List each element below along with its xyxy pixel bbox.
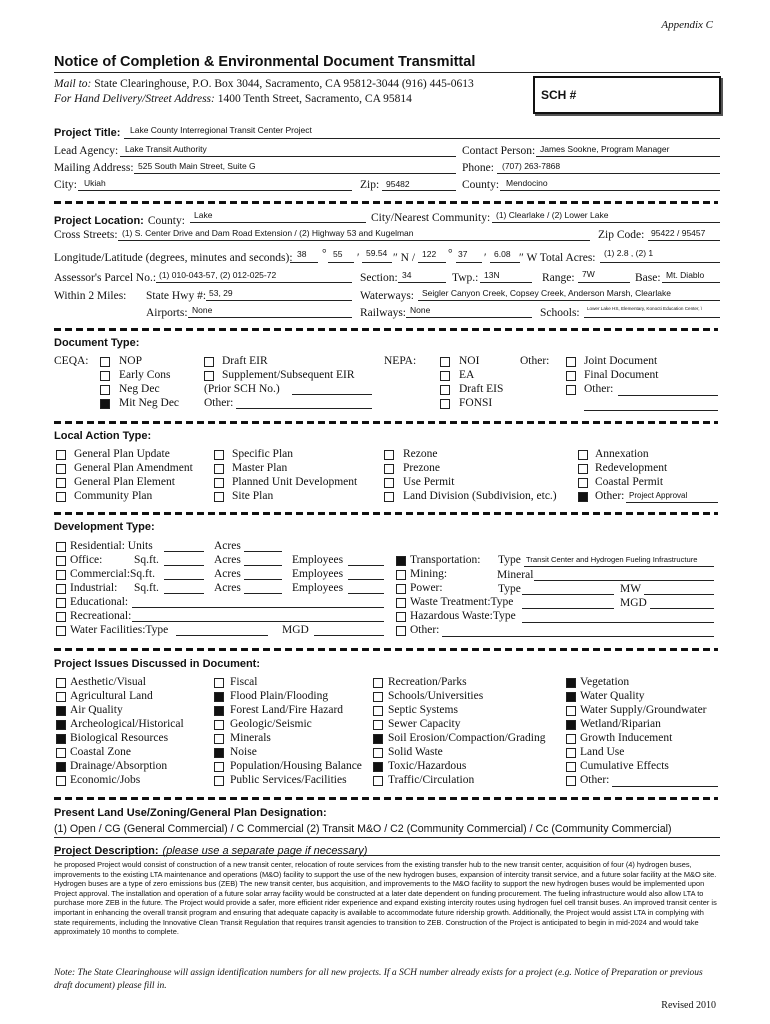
recreational-checkbox[interactable] [56,612,66,622]
city-value[interactable]: Ukiah [84,178,106,188]
doc-other-label: Other: [520,355,550,367]
range-value[interactable]: 7W [582,269,595,279]
section-divider [54,201,718,204]
mining-checkbox[interactable] [396,570,406,580]
minerals-checkbox[interactable] [214,734,224,744]
draft-eir-checkbox[interactable] [204,357,214,367]
mineral-label: Mineral [497,569,534,581]
water-quality-label: Water Quality [580,690,645,702]
economic-jobs-label: Economic/Jobs [70,774,141,786]
cumulative-effects-label: Cumulative Effects [580,760,669,772]
redevelopment-label: Redevelopment [595,462,668,474]
soil-erosion-compaction-grading-checkbox[interactable] [373,734,383,744]
acres-label-2: Acres [214,582,241,594]
section-label: Section: [360,272,398,284]
biological-resources-label: Biological Resources [70,732,169,744]
draft-eis-label: Draft EIS [459,383,504,395]
prezone-checkbox[interactable] [384,464,394,474]
other-label: Other: [410,624,440,636]
land-use-checkbox[interactable] [566,748,576,758]
coastal-zone-label: Coastal Zone [70,746,131,758]
lat-deg-value[interactable]: 38 [297,249,307,259]
power-label: Power: [410,582,443,594]
power-checkbox[interactable] [396,584,406,594]
archeological-historical-checkbox[interactable] [56,720,66,730]
noi-checkbox[interactable] [440,357,450,367]
transportation-checkbox[interactable] [396,556,406,566]
sewer-capacity-checkbox[interactable] [373,720,383,730]
other-label: Other: [595,490,625,502]
fonsi-label: FONSI [459,397,493,409]
lead-agency-label: Lead Agency: [54,145,119,157]
industrial-label: Industrial: [70,582,118,594]
air-quality-checkbox[interactable] [56,706,66,716]
other-label: Other: [584,383,614,395]
geologic-seismic-label: Geologic/Seismic [230,718,312,730]
mailing-label: Mailing Address: [54,162,134,174]
general-plan-element-checkbox[interactable] [56,478,66,488]
mit-neg-dec-checkbox[interactable] [100,399,110,409]
schools-universities-label: Schools/Universities [388,690,484,702]
wetland-riparian-checkbox[interactable] [566,720,576,730]
project-title-value[interactable]: Lake County Interregional Transit Center Project [130,125,312,135]
water-supply-groundwater-checkbox[interactable] [566,706,576,716]
site-plan-label: Site Plan [232,490,274,502]
water-facilities-type-checkbox[interactable] [56,626,66,636]
recreation-parks-label: Recreation/Parks [388,676,467,688]
use-permit-label: Use Permit [403,476,455,488]
lat-min-value[interactable]: 55 [333,249,343,259]
biological-resources-checkbox[interactable] [56,734,66,744]
ceqa-label: CEQA: [54,355,89,367]
hand-delivery-line: For Hand Delivery/Street Address: 1400 Tenth Street, Sacramento, CA 95814 [54,93,412,105]
growth-inducement-label: Growth Inducement [580,732,673,744]
use-permit-checkbox[interactable] [384,478,394,488]
noise-label: Noise [230,746,257,758]
redevelopment-checkbox[interactable] [578,464,588,474]
final-document-label: Final Document [584,369,659,381]
footer-note: Note: The State Clearinghouse will assign identification numbers for all new projects. If a SCH number already exists for a project (e.g. Notice of Preparation or previous draft document) please fill in. [54,968,703,991]
fiscal-checkbox[interactable] [214,678,224,688]
apn-value[interactable]: (1) 010-043-57, (2) 012-025-72 [159,270,277,280]
sewer-capacity-label: Sewer Capacity [388,718,461,730]
description-header: Project Description: (please use a separate page if necessary) [54,845,368,857]
section-divider [54,648,718,651]
section-value[interactable]: 34 [402,270,412,280]
description-text[interactable]: he proposed Project would consist of construction of a new transit center, relocation of route services from the existing transfer hub to the new transit center, acquisition of four (4) hydrogen buses, improvements to the existing LTA maintenance and operations (M&O) facility to support the use of the new hydrogen buses, expansion of intercity transit service, and a future solar facility at the M&O site. Hydrogen buses are a type of zero emissions bus (ZEB) The new transit center, bus acquisition, and improvements to the M&O facility to support the new hydrogen buses would be implemented upon Project approval. The installation and operation of a future solar array facility would be constructed at a later date dependent on funding procurement. The fueling infrastructure would also allow LTA to purchase more ZEB in the future. The Project would provide a safer, more efficient rider experience and expand existing intercity routes using hydrogen fuel cell transit buses. An improved transit center is important in enhancing the overall transit program and ensuring that adequate capacity is available to accommodate future ridership growth. Additionally, the Project would assist LTA in complying with state requirements, including the Innovative Clean Transit Regulation that requires transit agencies to transition to ZEB. Construction of the Project is anticipated to begin in mid-2024 and would take approximately 10 months to complete. [54,860,717,937]
phone-label: Phone: [462,162,494,174]
general-plan-element-label: General Plan Element [74,476,175,488]
traffic-circulation-label: Traffic/Circulation [388,774,475,786]
flood-plain-flooding-label: Flood Plain/Flooding [230,690,329,702]
nop-checkbox[interactable] [100,357,110,367]
cross-streets-value[interactable]: (1) S. Center Drive and Dam Road Extension / (2) Highway 53 and Kugelman [122,228,414,238]
within-2-miles-label: Within 2 Miles: [54,290,127,302]
coastal-permit-checkbox[interactable] [578,478,588,488]
transport-type-label: Type [498,554,521,566]
sch-label: SCH # [541,88,577,102]
location-zip-value[interactable]: 95422 / 95457 [651,228,706,238]
air-quality-label: Air Quality [70,704,123,716]
acres-label-0: Acres [214,554,241,566]
general-plan-amendment-checkbox[interactable] [56,464,66,474]
population-housing-balance-checkbox[interactable] [214,762,224,772]
office-label: Office: [70,554,103,566]
latlong-label: Longitude/Latitude (degrees, minutes and seconds): [54,252,293,264]
lat-sec-value[interactable]: 59.54 [366,248,388,258]
total-acres-value[interactable]: (1) 2.8 , (2) 1 [604,248,654,258]
base-label: Base: [635,272,661,284]
twp-value[interactable]: 13N [484,270,500,280]
section-divider [54,421,718,424]
development-type-header: Development Type: [54,521,155,533]
fonsi-checkbox[interactable] [440,399,450,409]
planned-unit-development-label: Planned Unit Development [232,476,358,488]
ea-label: EA [459,369,475,381]
toxic-hazardous-label: Toxic/Hazardous [388,760,467,772]
water-facilities-type-label: Water Facilities:Type [70,624,169,636]
traffic-circulation-checkbox[interactable] [373,776,383,786]
toxic-hazardous-checkbox[interactable] [373,762,383,772]
site-plan-checkbox[interactable] [214,492,224,502]
min-symbol: ′ [357,252,360,264]
neg-dec-checkbox[interactable] [100,385,110,395]
coastal-permit-label: Coastal Permit [595,476,664,488]
prior-sch-label: (Prior SCH No.) [204,383,280,395]
vegetation-checkbox[interactable] [566,678,576,688]
commercial-sq-ft-label: Commercial:Sq.ft. [70,568,155,580]
acres-label-1: Acres [214,568,241,580]
joint-document-label: Joint Document [584,355,658,367]
base-value[interactable]: Mt. Diablo [666,270,705,280]
units-acres-label: Acres [214,540,241,552]
aesthetic-visual-checkbox[interactable] [56,678,66,688]
section-divider [54,797,718,800]
flood-plain-flooding-checkbox[interactable] [214,692,224,702]
location-county-value[interactable]: Lake [194,210,213,220]
final-document-checkbox[interactable] [566,371,576,381]
aesthetic-visual-label: Aesthetic/Visual [70,676,146,688]
public-services-facilities-label: Public Services/Facilities [230,774,347,786]
early-cons-checkbox[interactable] [100,371,110,381]
n-separator: ″ N / [393,252,416,264]
sch-box[interactable] [533,76,721,114]
forest-land-fire-hazard-checkbox[interactable] [214,706,224,716]
mining-label: Mining: [410,568,448,580]
deg-symbol-2: ° [448,248,453,260]
ceqa-other-label: Other: [204,397,234,409]
project-location-row: Project Location: County: [54,215,185,227]
draft-eir-label: Draft EIR [222,355,268,367]
schools-value[interactable]: Lower Lake HS, Elementary, Konocti Education Center, \ [587,306,703,311]
water-quality-checkbox[interactable] [566,692,576,702]
county-value[interactable]: Mendocino [506,178,548,188]
employees-label-2: Employees [292,582,344,594]
water-mgd-label: MGD [282,624,309,636]
hwy-label: State Hwy #: [146,290,207,302]
water-supply-groundwater-label: Water Supply/Groundwater [580,704,707,716]
residential-units-checkbox[interactable] [56,542,66,552]
land-division-subdivision-etc-label: Land Division (Subdivision, etc.) [403,490,557,502]
specific-plan-label: Specific Plan [232,448,293,460]
transportation-label: Transportation: [410,554,481,566]
long-min-value[interactable]: 37 [458,249,468,259]
rezone-label: Rezone [403,448,438,460]
cross-streets-label: Cross Streets: [54,229,118,241]
mgd-label: MGD [620,597,647,609]
appendix-label: Appendix C [661,19,713,31]
document-type-header: Document Type: [54,337,140,349]
master-plan-label: Master Plan [232,462,288,474]
other-checkbox[interactable] [396,626,406,636]
other-label: Other: [580,774,610,786]
land-use-header: Present Land Use/Zoning/General Plan Designation: [54,807,327,819]
waterways-value[interactable]: Seigler Canyon Creek, Copsey Creek, Anderson Marsh, Clearlake [422,288,671,298]
septic-systems-label: Septic Systems [388,704,458,716]
range-label: Range: [542,272,575,284]
draft-eis-checkbox[interactable] [440,385,450,395]
contact-label: Contact Person: [462,145,536,157]
wetland-riparian-label: Wetland/Riparian [580,718,661,730]
educational-checkbox[interactable] [56,598,66,608]
prezone-label: Prezone [403,462,441,474]
railways-label: Railways: [360,307,406,319]
industrial-sqft-label: Sq.ft. [134,582,159,594]
other-checkbox[interactable] [578,492,588,502]
waterways-label: Waterways: [360,290,414,302]
vegetation-label: Vegetation [580,676,630,688]
community-plan-checkbox[interactable] [56,492,66,502]
coastal-zone-checkbox[interactable] [56,748,66,758]
rezone-checkbox[interactable] [384,450,394,460]
schools-label: Schools: [540,307,580,319]
deg-symbol: ° [322,248,327,260]
industrial-checkbox[interactable] [56,584,66,594]
office-checkbox[interactable] [56,556,66,566]
contact-value[interactable]: James Sookne, Program Manager [540,144,670,154]
min-symbol-2: ′ [484,252,487,264]
railways-value[interactable]: None [410,305,431,315]
population-housing-balance-label: Population/Housing Balance [230,760,362,772]
mit-neg-dec-label: Mit Neg Dec [119,397,180,409]
zip-label: Zip: [360,179,380,191]
mw-label: MW [620,583,642,595]
drainage-absorption-label: Drainage/Absorption [70,760,168,772]
growth-inducement-checkbox[interactable] [566,734,576,744]
long-deg-value[interactable]: 122 [422,249,437,259]
mail-to-line: Mail to: State Clearinghouse, P.O. Box 3044, Sacramento, CA 95812-3044 (916) 445-0613 [54,78,474,90]
educational-label: Educational: [70,596,129,608]
waste-treatment-type-label: Waste Treatment:Type [410,596,514,608]
issues-header: Project Issues Discussed in Document: [54,658,261,670]
title-rule [54,72,720,73]
recreation-parks-checkbox[interactable] [373,678,383,688]
twp-label: Twp.: [452,272,479,284]
long-sec-value[interactable]: 6.08 [494,249,511,259]
economic-jobs-checkbox[interactable] [56,776,66,786]
apn-label: Assessor's Parcel No.: [54,272,157,284]
specific-plan-checkbox[interactable] [214,450,224,460]
land-use-label: Land Use [580,746,625,758]
project-title-label: Project Title: [54,127,121,139]
soil-erosion-compaction-grading-label: Soil Erosion/Compaction/Grading [388,732,546,744]
hazardous-waste-type-label: Hazardous Waste:Type [410,610,516,622]
master-plan-checkbox[interactable] [214,464,224,474]
land-use-value[interactable]: (1) Open / CG (General Commercial) / C Commercial (2) Transit M&O / C2 (Community Commercial) / Cc (Community Commercial) [54,823,672,835]
lead-agency-value[interactable]: Lake Transit Authority [125,144,207,154]
agricultural-land-label: Agricultural Land [70,690,153,702]
community-label: City/Nearest Community: [371,212,491,224]
employees-label-1: Employees [292,568,344,580]
minerals-label: Minerals [230,732,271,744]
supplement-subsequent-eir-label: Supplement/Subsequent EIR [222,369,355,381]
noise-checkbox[interactable] [214,748,224,758]
other-checkbox[interactable] [566,776,576,786]
cumulative-effects-checkbox[interactable] [566,762,576,772]
geologic-seismic-checkbox[interactable] [214,720,224,730]
solid-waste-checkbox[interactable] [373,748,383,758]
archeological-historical-label: Archeological/Historical [70,718,184,730]
septic-systems-checkbox[interactable] [373,706,383,716]
location-zip-label: Zip Code: [598,229,645,241]
community-value[interactable]: (1) Clearlake / (2) Lower Lake [496,210,609,220]
joint-document-checkbox[interactable] [566,357,576,367]
public-services-facilities-checkbox[interactable] [214,776,224,786]
transport-type-value[interactable]: Transit Center and Hydrogen Fueling Infrastructure [526,555,698,564]
zip-value[interactable]: 95482 [386,179,410,189]
annexation-label: Annexation [595,448,649,460]
recreational-label: Recreational: [70,610,132,622]
phone-value[interactable]: (707) 263-7868 [502,161,561,171]
annexation-checkbox[interactable] [578,450,588,460]
power-type-label: Type [498,583,521,595]
supplement-subsequent-eir-checkbox[interactable] [204,371,214,381]
schools-universities-checkbox[interactable] [373,692,383,702]
ea-checkbox[interactable] [440,371,450,381]
drainage-absorption-checkbox[interactable] [56,762,66,772]
nepa-label: NEPA: [384,355,417,367]
commercial-sq-ft-checkbox[interactable] [56,570,66,580]
planned-unit-development-checkbox[interactable] [214,478,224,488]
neg-dec-label: Neg Dec [119,383,160,395]
general-plan-update-label: General Plan Update [74,448,170,460]
waste-treatment-type-checkbox[interactable] [396,598,406,608]
other-checkbox[interactable] [566,385,576,395]
fiscal-label: Fiscal [230,676,258,688]
form-title: Notice of Completion & Environmental Document Transmittal [54,54,476,70]
revised-label: Revised 2010 [661,1000,716,1011]
hwy-value[interactable]: 53, 29 [209,288,233,298]
agricultural-land-checkbox[interactable] [56,692,66,702]
city-label: City: [54,179,78,191]
office-sqft-label: Sq.ft. [134,554,159,566]
land-division-subdivision-etc-checkbox[interactable] [384,492,394,502]
mailing-value[interactable]: 525 South Main Street, Suite G [138,161,256,171]
nop-label: NOP [119,355,143,367]
general-plan-amendment-label: General Plan Amendment [74,462,193,474]
airports-value[interactable]: None [192,305,213,315]
residential-units-label: Residential: Units [70,540,153,552]
hazardous-waste-type-checkbox[interactable] [396,612,406,622]
section-divider [54,512,718,515]
employees-label-0: Employees [292,554,344,566]
county-label: County: [462,179,500,191]
airports-label: Airports: [146,307,188,319]
local-action-other-value[interactable]: Project Approval [629,491,688,500]
early-cons-label: Early Cons [119,369,171,381]
local-action-header: Local Action Type: [54,430,152,442]
total-acres-label: ″ W Total Acres: [519,252,596,264]
forest-land-fire-hazard-label: Forest Land/Fire Hazard [230,704,344,716]
noi-label: NOI [459,355,480,367]
general-plan-update-checkbox[interactable] [56,450,66,460]
solid-waste-label: Solid Waste [388,746,443,758]
section-divider [54,328,718,331]
community-plan-label: Community Plan [74,490,153,502]
